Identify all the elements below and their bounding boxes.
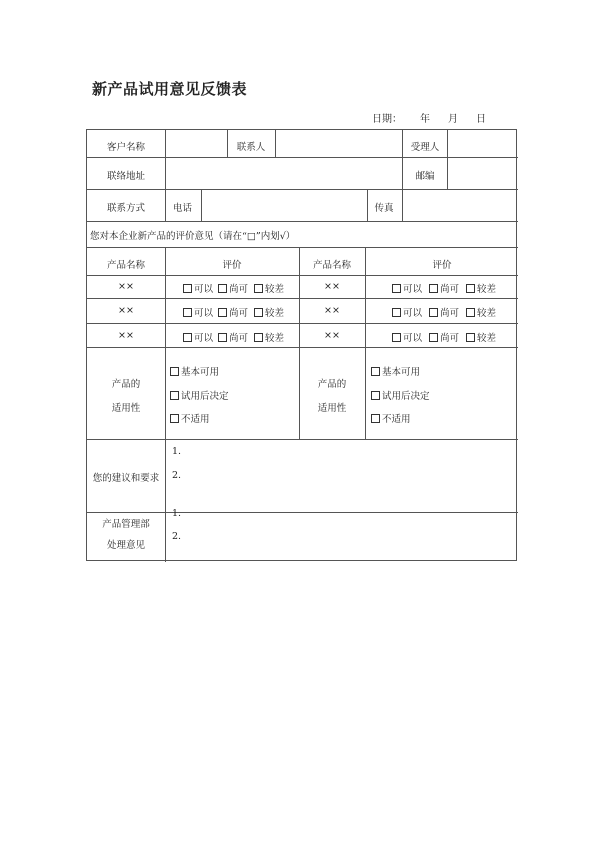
document-title: 新产品试用意见反馈表 (92, 80, 248, 98)
postcode-label: 邮编 (415, 171, 435, 182)
checkbox-icon (392, 308, 401, 317)
contact-person-label: 联系人 (236, 142, 266, 153)
checkbox-icon (170, 367, 179, 376)
product-placeholder: ×× (324, 281, 340, 292)
checkbox-icon (429, 284, 438, 293)
date-day: 日 (476, 114, 486, 125)
checkbox-icon (254, 308, 263, 317)
checkbox-icon (218, 308, 227, 317)
rating-checkbox[interactable]: 较差 (466, 305, 496, 319)
management-item-1: 1. (172, 508, 182, 519)
checkbox-icon (170, 391, 179, 400)
evaluation-header-right: 评价 (432, 260, 452, 271)
checkbox-icon (371, 367, 380, 376)
applicability-checkbox[interactable]: 不适用 (371, 411, 411, 425)
checkbox-icon (466, 333, 475, 342)
rating-checkbox[interactable]: 较差 (254, 281, 284, 295)
fax-label: 传真 (374, 203, 394, 214)
rating-checkbox[interactable]: 可以 (183, 281, 213, 295)
rating-checkbox[interactable]: 尚可 (429, 330, 459, 344)
applicability-checkbox[interactable]: 基本可用 (371, 364, 420, 378)
checkbox-icon (218, 333, 227, 342)
checkbox-icon (466, 284, 475, 293)
product-placeholder: ×× (324, 305, 340, 316)
suggestions-label: 您的建议和要求 (92, 473, 160, 484)
checkbox-icon (466, 308, 475, 317)
product-placeholder: ×× (118, 305, 134, 316)
product-name-header-right: 产品名称 (312, 260, 352, 271)
applicability-checkbox[interactable]: 试用后决定 (371, 388, 430, 402)
product-placeholder: ×× (118, 330, 134, 341)
applicability-label-left-1: 产品的 (111, 379, 141, 390)
rating-checkbox[interactable]: 可以 (392, 281, 422, 295)
management-label-1: 产品管理部 (102, 519, 150, 530)
checkbox-icon (392, 284, 401, 293)
applicability-checkbox[interactable]: 不适用 (170, 411, 210, 425)
checkbox-icon (429, 308, 438, 317)
applicability-label-right-1: 产品的 (317, 379, 347, 390)
evaluation-prompt: 您对本企业新产品的评价意见（请在“□”内划√） (90, 231, 296, 242)
checkbox-icon (218, 284, 227, 293)
applicability-label-left-2: 适用性 (111, 403, 141, 414)
product-placeholder: ×× (118, 281, 134, 292)
checkbox-icon (254, 333, 263, 342)
management-item-2: 2. (172, 531, 182, 542)
checkbox-icon (183, 284, 192, 293)
product-placeholder: ×× (324, 330, 340, 341)
rating-checkbox[interactable]: 较差 (254, 330, 284, 344)
applicability-checkbox[interactable]: 基本可用 (170, 364, 219, 378)
rating-checkbox[interactable]: 较差 (254, 305, 284, 319)
rating-checkbox[interactable]: 尚可 (218, 305, 248, 319)
checkbox-icon (254, 284, 263, 293)
product-name-header-left: 产品名称 (106, 260, 146, 271)
applicability-checkbox[interactable]: 试用后决定 (170, 388, 229, 402)
checkbox-icon (429, 333, 438, 342)
applicability-label-right-2: 适用性 (317, 403, 347, 414)
checkbox-icon (371, 391, 380, 400)
date-year: 年 (420, 114, 430, 125)
customer-name-label: 客户名称 (106, 142, 146, 153)
contact-method-label: 联系方式 (106, 203, 146, 214)
evaluation-header-left: 评价 (222, 260, 242, 271)
suggestion-item-1: 1. (172, 446, 182, 457)
rating-checkbox[interactable]: 可以 (183, 305, 213, 319)
date-label: 日期： (372, 114, 402, 125)
rating-checkbox[interactable]: 较差 (466, 281, 496, 295)
rating-checkbox[interactable]: 较差 (466, 330, 496, 344)
checkbox-icon (371, 414, 380, 423)
date-month: 月 (448, 114, 458, 125)
rating-checkbox[interactable]: 可以 (392, 305, 422, 319)
rating-checkbox[interactable]: 尚可 (429, 305, 459, 319)
checkbox-icon (170, 414, 179, 423)
checkbox-icon (183, 333, 192, 342)
rating-checkbox[interactable]: 尚可 (218, 330, 248, 344)
checkbox-icon (183, 308, 192, 317)
handler-label: 受理人 (410, 142, 440, 153)
rating-checkbox[interactable]: 可以 (183, 330, 213, 344)
address-label: 联络地址 (106, 171, 146, 182)
date-line (372, 110, 486, 125)
phone-label: 电话 (173, 203, 193, 214)
rating-checkbox[interactable]: 可以 (392, 330, 422, 344)
suggestion-item-2: 2. (172, 470, 182, 481)
checkbox-icon (392, 333, 401, 342)
rating-checkbox[interactable]: 尚可 (218, 281, 248, 295)
management-label-2: 处理意见 (106, 540, 146, 551)
feedback-form-table (86, 129, 517, 561)
rating-checkbox[interactable]: 尚可 (429, 281, 459, 295)
